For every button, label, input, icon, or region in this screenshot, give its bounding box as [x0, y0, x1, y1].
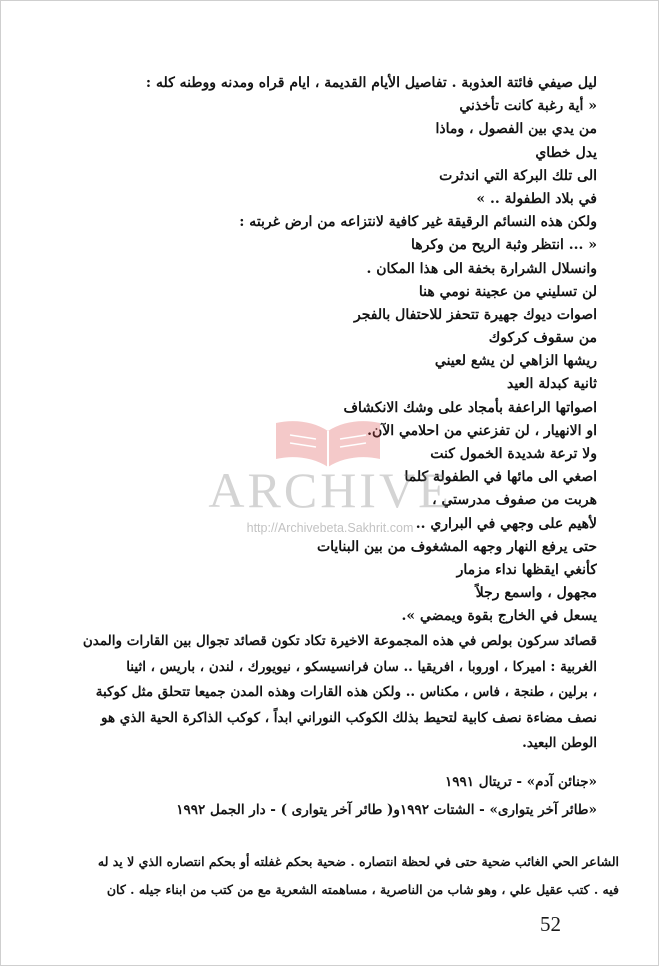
poem-line: ثانية كبدلة العيد [506, 376, 597, 393]
poem-line: في بلاد الطفولة .. » [476, 190, 597, 207]
poem-line: وانسلال الشرارة بخفة الى هذا المكان . [366, 260, 597, 277]
poem-line: يسعل في الخارج بقوة ويمضي ». [401, 608, 597, 625]
poem-line: او الانهيار ، لن تفزعني من احلامي الآن. [367, 422, 597, 439]
paragraph-line: ، برلين ، طنجة ، فاس ، مكناس .. ولكن هذه القارات وهذه المدن جميعا تتحلق مثل كوكبة [95, 684, 597, 700]
poem-line: لن تسليني من عجينة نومي هنا [418, 283, 597, 300]
commentary-paragraph [52, 629, 597, 757]
poem-line: يدل خطاي [535, 144, 597, 161]
page-number: 52 [540, 912, 561, 936]
reference-line: «طائر آخر يتوارى» - الشتات ١٩٩٢و( طائر آخر يتوارى ) - دار الجمل ١٩٩٢ [176, 802, 597, 818]
paragraph-line: الوطن البعيد. [522, 735, 597, 751]
footnote-line: فيه . كتب عقيل علي ، وهو شاب من الناصرية ، مساهمته الشعرية مع من كتب من ابناء جيله . كان [106, 882, 619, 897]
poem-line: الى تلك البركة التي اندثرت [439, 167, 597, 184]
poem-line: « أية رغبة كانت تأخذني [459, 98, 597, 115]
poem-line: حتى يرفع النهار وجهه المشغوف من بين البنايات [316, 538, 597, 555]
footnote-line: الشاعر الحي الغائب ضحية حتى في لحظة انتصاره . ضحية بحكم غفلته أو بحكم انتصاره الذي لا يد له [97, 854, 619, 869]
references-block [52, 768, 597, 824]
poem-line: كأنغي ايقظها نداء مزمار [456, 561, 597, 578]
watermark-title: ARCHIVE [208, 462, 452, 518]
poem-line: لأهيم على وجهي في البراري .. [415, 515, 597, 532]
poem-line: « ... انتظر وثبة الريح من وكرها [411, 237, 597, 254]
poem-line: ليل صيفي فائتة العذوبة . تفاصيل الأيام القديمة ، ايام قراه ومدنه ووطنه كله : [145, 75, 597, 91]
poem-line: اصواتها الراعفة بأمجاد على وشك الانكشاف [343, 399, 597, 416]
poem-line: مجهول ، واسمع رجلاً [475, 585, 597, 602]
paragraph-line: نصف مضاءة نصف كابية لتحيط بذلك الكوكب النوراني ابداً ، كوكب الذاكرة الحية الذي هو [101, 709, 597, 726]
reference-line: «جنائن آدم» - تريتال ١٩٩١ [445, 774, 597, 790]
poem-line: ولكن هذه النسائم الرقيقة غير كافية لانتزاعه من ارض غربته : [239, 214, 597, 231]
poem-line: ريشها الزاهي لن يشع لعيني [434, 353, 597, 370]
poem-line: ولا ترعة شديدة الخمول كنت [430, 446, 597, 462]
poem-line: من سقوف كركوك [488, 330, 597, 347]
paragraph-line: قصائد سركون بولص في هذه المجموعة الاخيرة تكاد تكون قصائد تجوال بين القارات والمدن [82, 633, 597, 649]
footnote-block [34, 848, 619, 904]
watermark-url: http://Archivebeta.Sakhrit.com [246, 521, 414, 535]
poem-block [52, 72, 597, 629]
poem-line: هربت من صفوف مدرستي ، [432, 492, 597, 509]
poem-line: من يدي بين الفصول ، وماذا [435, 121, 597, 138]
poem-line: اصوات ديوك جهيرة تتحفز للاحتفال بالفجر [354, 306, 597, 323]
poem-line: اصغي الى مائها في الطفولة كلما [404, 469, 597, 486]
paragraph-line: الغربية : اميركا ، اوروبا ، افريقيا .. سان فرانسيسكو ، نيويورك ، لندن ، باريس ، اثينا [126, 658, 597, 675]
